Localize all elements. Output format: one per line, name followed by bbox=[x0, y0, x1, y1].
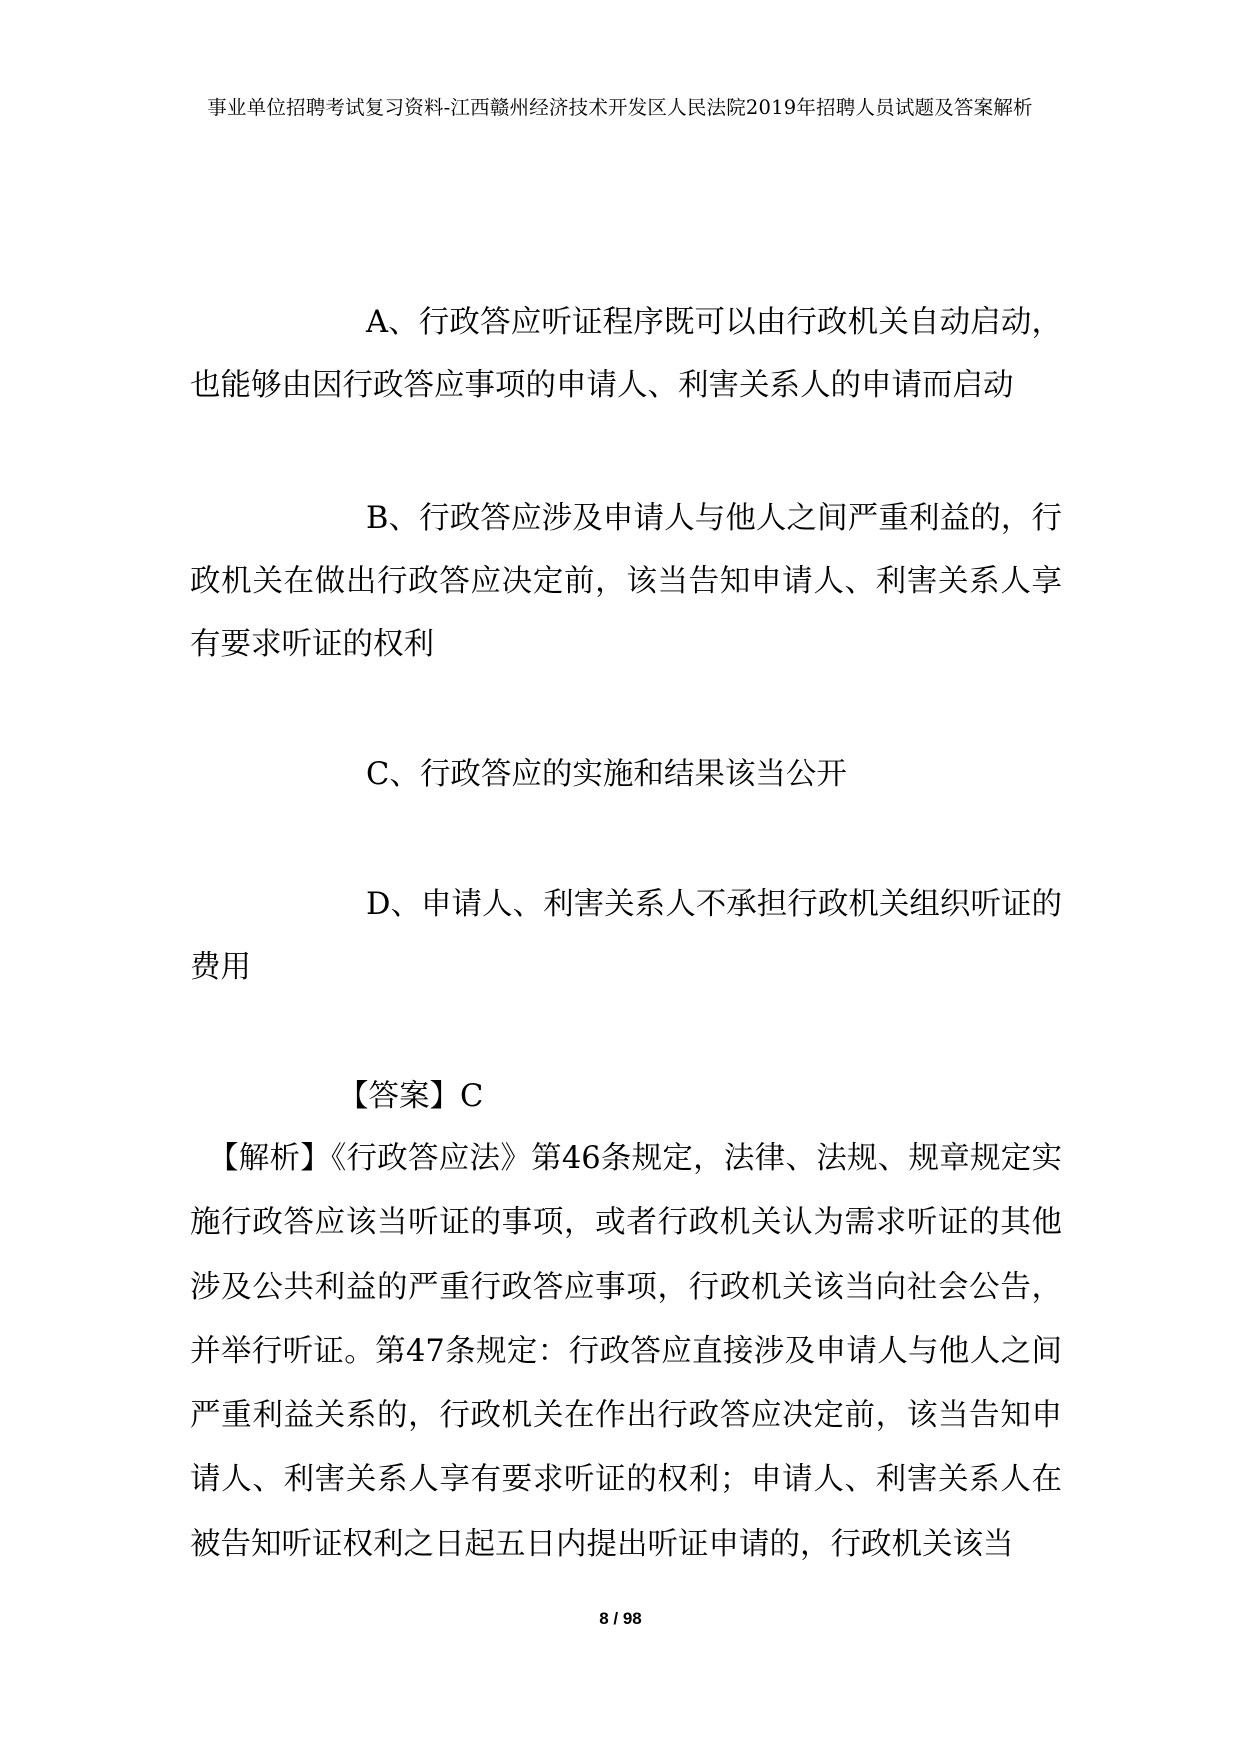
analysis-paragraph: 【解析】《行政答应法》第46条规定，法律、法规、规章规定实施行政答应该当听证的事项，或者行政机关认为需求听证的其他涉及公共利益的严重行政答应事项，行政机关该当向社会公告，并举行听证。第47条规定：行政答应直接涉及申请人与他人之间严重利益关系的，行政机关在作出行政答应决定前，该当告知申请人、利害关系人享有要求听证的权利；申请人、利害关系人在被告知听证权利之日起五日内提出听证申请的，行政机关该当 bbox=[190, 1141, 1062, 1562]
document-header: 事业单位招聘考试复习资料-江西赣州经济技术开发区人民法院2019年招聘人员试题及答案解析 bbox=[207, 96, 1033, 119]
answer-line: 【答案】C bbox=[338, 1079, 484, 1114]
option-b: B、行政答应涉及申请人与他人之间严重利益的，行政机关在做出行政答应决定前，该当告知申请人、利害关系人享有要求听证的权利 bbox=[190, 501, 1062, 662]
option-c: C、行政答应的实施和结果该当公开 bbox=[366, 757, 847, 792]
page-number: 8 / 98 bbox=[599, 1609, 642, 1628]
option-d: D、申请人、利害关系人不承担行政机关组织听证的费用 bbox=[190, 887, 1062, 985]
option-a: A、行政答应听证程序既可以由行政机关自动启动，也能够由因行政答应事项的申请人、利害关系人的申请而启动 bbox=[190, 305, 1062, 403]
